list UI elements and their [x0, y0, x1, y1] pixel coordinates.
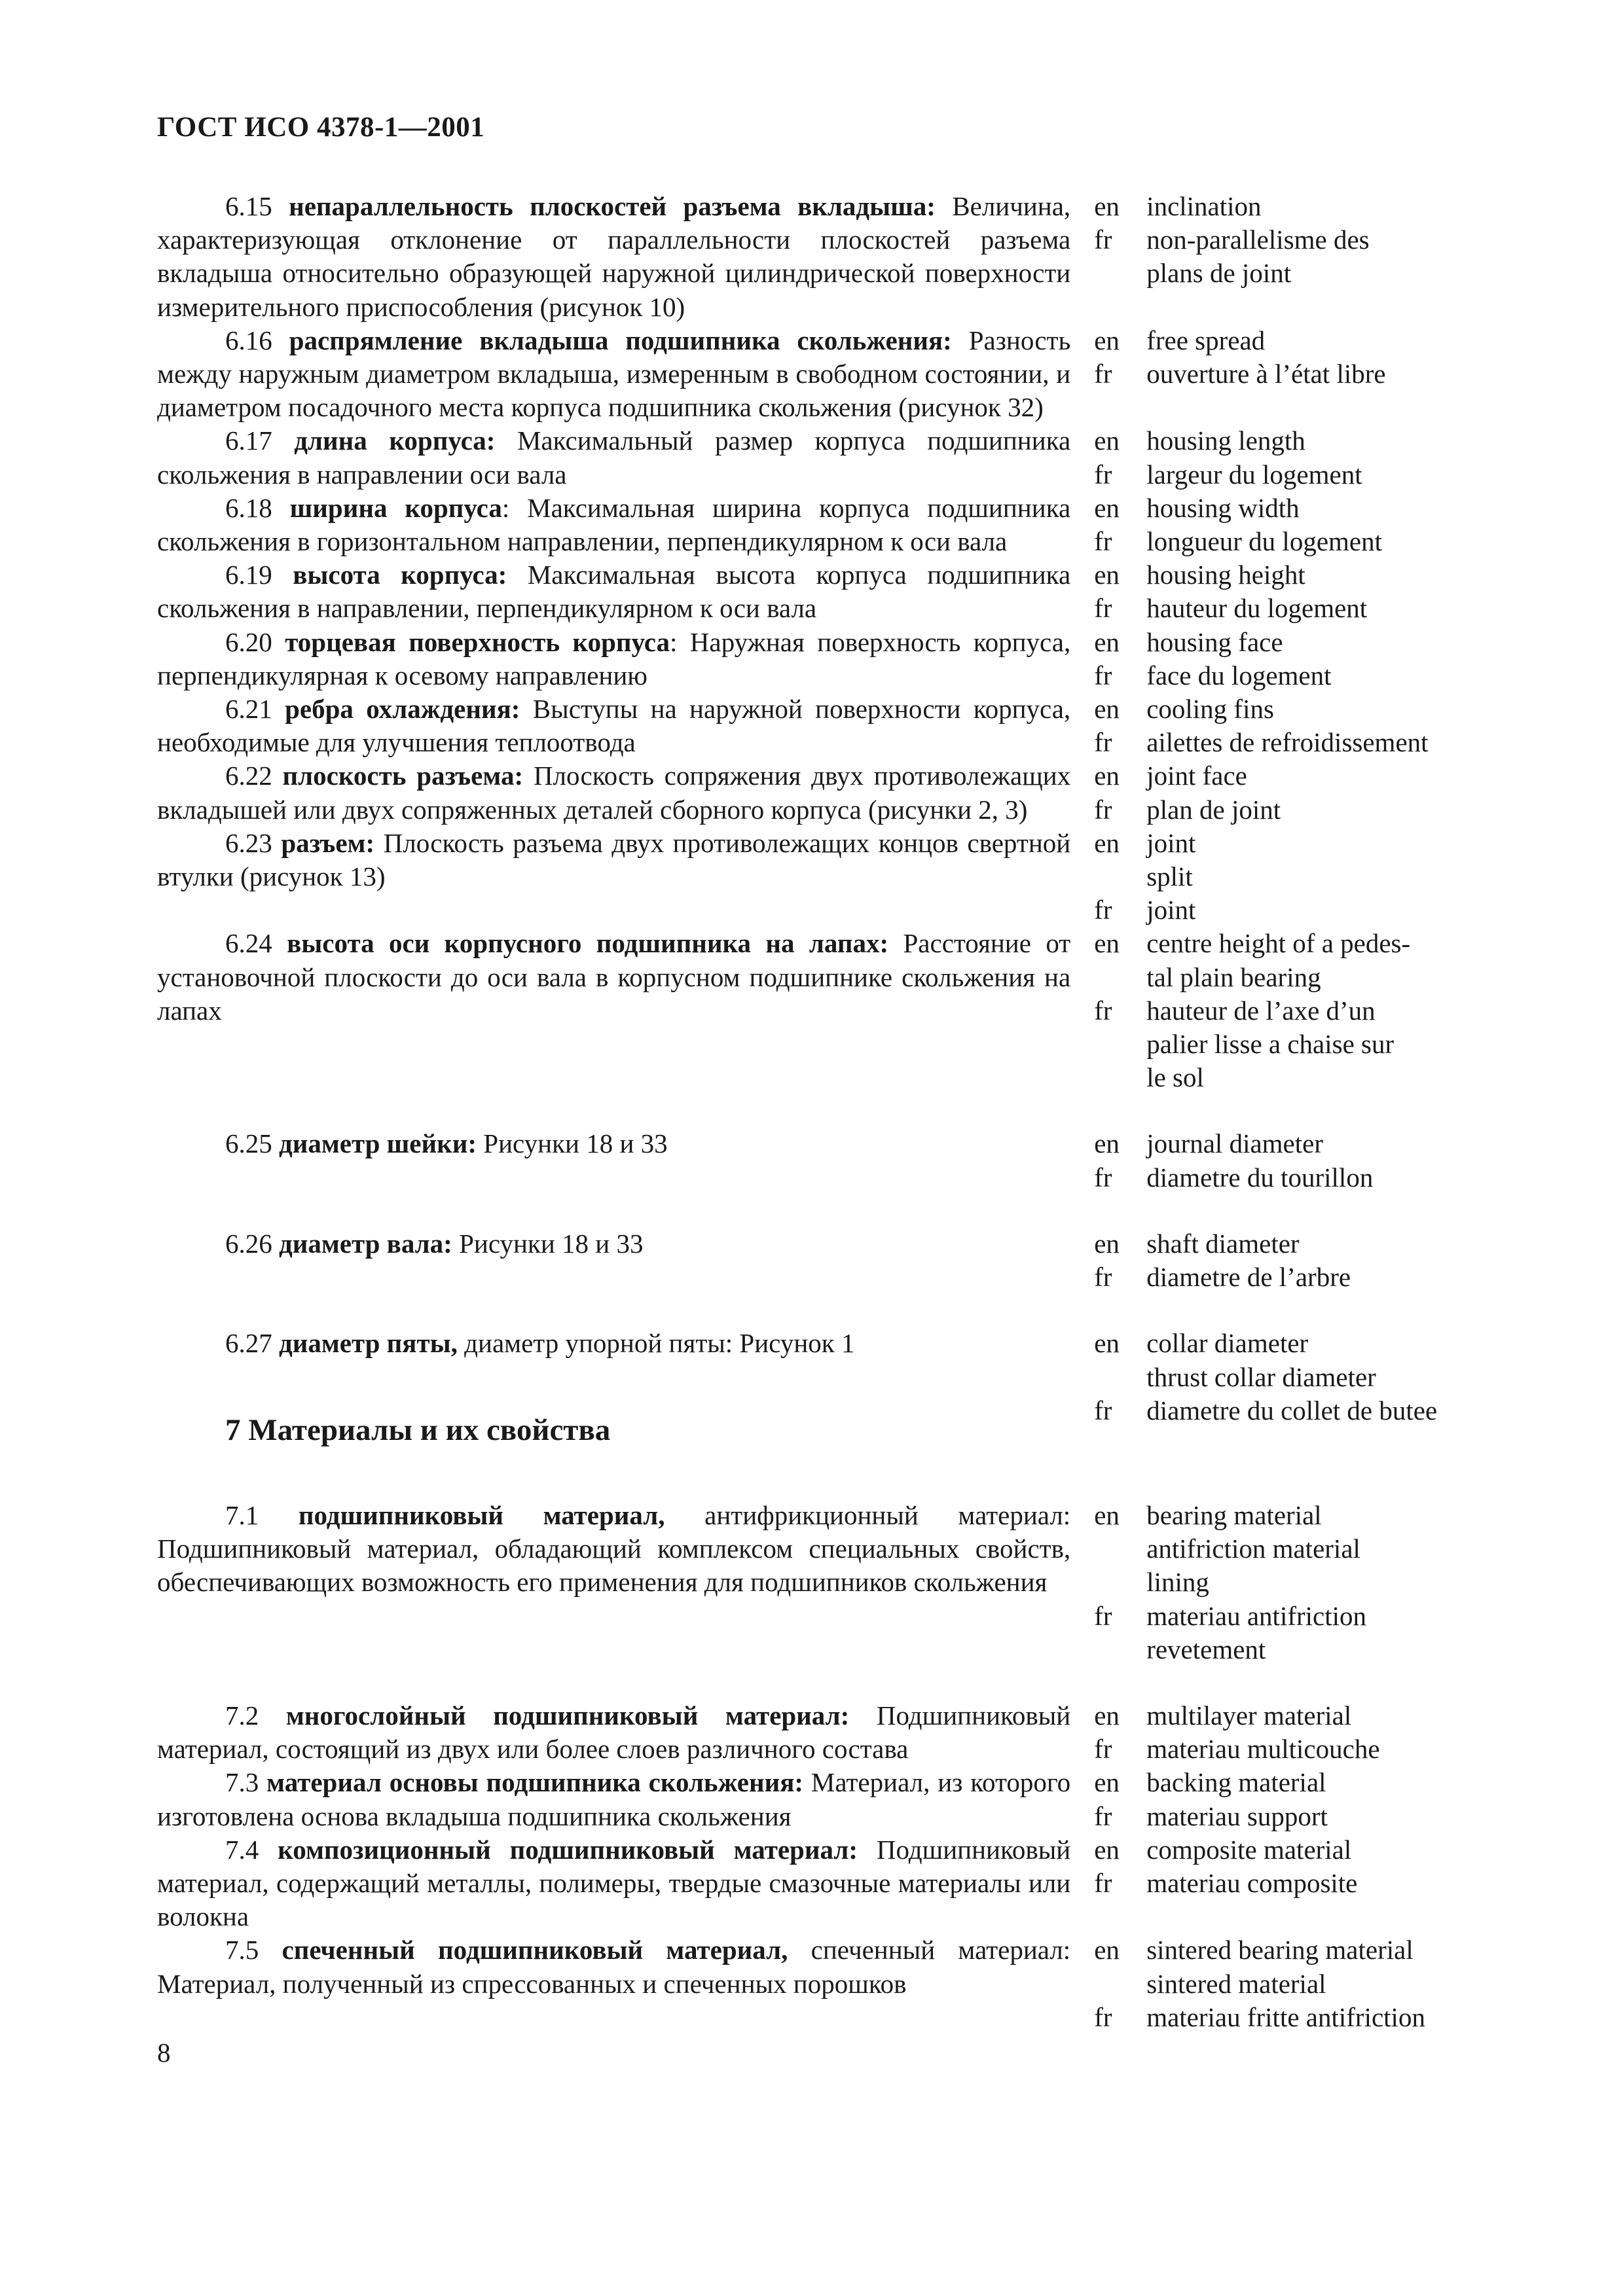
term-number: 7.2: [225, 1700, 259, 1731]
term-name: непараллельность плоскостей разъема вкладыша:: [289, 191, 936, 221]
equivalent-term: materiau fritte antifriction: [1146, 2001, 1425, 2032]
equivalent-term: materiau multicouche: [1146, 1734, 1380, 1765]
equivalent-term: revetement: [1146, 1634, 1266, 1664]
equivalent-row: [1094, 1633, 1506, 1666]
language-code: [1094, 1532, 1146, 1566]
language-code: fr: [1094, 593, 1112, 624]
term-number: 6.18: [225, 492, 272, 523]
language-code: [1094, 1633, 1146, 1666]
term-definition-text: Рисунки 18 и 33: [477, 1128, 668, 1159]
term-name: разъем:: [281, 827, 375, 858]
equivalents-list: [1094, 558, 1506, 625]
equivalent-term: housing face: [1146, 626, 1283, 657]
term-definition: [157, 558, 1070, 625]
equivalent-term: shaft diameter: [1146, 1228, 1300, 1259]
language-code: en: [1094, 761, 1120, 791]
term-name: плоскость разъема:: [282, 761, 524, 791]
term-name: ширина корпуса: [289, 492, 502, 523]
equivalent-term: bearing material: [1146, 1500, 1322, 1530]
equivalent-row: [1094, 1028, 1506, 1061]
equivalent-term: materiau composite: [1146, 1868, 1358, 1899]
equivalents-list: [1094, 1499, 1506, 1666]
term-definition: [157, 1766, 1070, 1833]
equivalent-term: diametre du collet de butee: [1146, 1395, 1438, 1426]
term-name: высота оси корпусного подшипника на лапах:: [287, 928, 889, 959]
term-entry: [157, 626, 1506, 692]
language-code: en: [1094, 492, 1120, 523]
language-code: fr: [1094, 1262, 1112, 1293]
language-code: [1094, 1967, 1146, 2001]
language-code: [1094, 257, 1146, 290]
term-definition-text: Материал, из которого изготовлена основа вкладыша подшипника скольжения: [157, 1767, 1071, 1831]
equivalent-row: [1094, 1967, 1506, 2001]
language-code: fr: [1094, 895, 1112, 925]
term-definition: [157, 759, 1070, 826]
equivalent-term: non-parallelisme des: [1146, 224, 1370, 255]
equivalent-term: backing material: [1146, 1767, 1326, 1798]
equivalents-list: [1094, 1227, 1506, 1294]
language-code: en: [1094, 827, 1120, 858]
equivalent-term: split: [1146, 861, 1193, 892]
equivalent-term: sintered material: [1146, 1968, 1326, 1999]
equivalent-term: composite material: [1146, 1834, 1352, 1865]
language-code: en: [1094, 1228, 1120, 1259]
term-definition-text: Плоскость разъема двух противолежащих концов свертной втулки (рисунок 13): [157, 827, 1071, 892]
equivalent-row: [1094, 1867, 1506, 1900]
equivalent-row: [1094, 994, 1506, 1028]
language-code: en: [1094, 1500, 1120, 1530]
equivalent-term: materiau antifriction: [1146, 1600, 1367, 1631]
term-number: 6.17: [225, 425, 272, 456]
language-code: en: [1094, 425, 1120, 456]
language-code: en: [1094, 191, 1120, 221]
equivalent-term: collar diameter: [1146, 1328, 1309, 1359]
equivalents-list: [1094, 324, 1506, 425]
equivalent-row: [1094, 1161, 1506, 1194]
equivalent-row: [1094, 1227, 1506, 1261]
equivalent-term: housing length: [1146, 425, 1305, 456]
term-definition: [157, 1933, 1070, 2034]
term-entry: [157, 759, 1506, 826]
term-definition: [157, 1499, 1070, 1666]
equivalents-list: [1094, 492, 1506, 558]
term-number: 6.22: [225, 761, 272, 791]
equivalent-term: journal diameter: [1146, 1128, 1323, 1159]
term-definition-text: Максимальный размер корпуса подшипника скольжения в направлении оси вала: [157, 425, 1071, 490]
term-number: 6.16: [225, 325, 272, 355]
language-code: fr: [1094, 526, 1112, 557]
term-definition: [157, 692, 1070, 759]
language-code: en: [1094, 694, 1120, 725]
term-number: 6.15: [225, 191, 272, 221]
term-name: композиционный подшипниковый материал:: [278, 1834, 858, 1865]
equivalent-row: [1094, 458, 1506, 492]
equivalent-term: le sol: [1146, 1062, 1204, 1093]
equivalents-list: [1094, 692, 1506, 759]
term-definition: [157, 424, 1070, 491]
language-code: fr: [1094, 2001, 1112, 2032]
term-entry: [157, 424, 1506, 491]
equivalent-term: largeur du logement: [1146, 459, 1362, 490]
language-code: en: [1094, 1935, 1120, 1965]
term-entry: [157, 1127, 1506, 1194]
equivalent-term: longueur du logement: [1146, 526, 1382, 557]
equivalent-row: [1094, 1766, 1506, 1799]
term-number: 6.24: [225, 928, 272, 959]
term-number: 7.1: [225, 1500, 259, 1530]
equivalent-term: housing width: [1146, 492, 1300, 523]
term-number: 6.27: [225, 1328, 272, 1359]
term-definition-text: антифрикционный материал: Подшипниковый материал, обладающий комплексом специальных свойств, обеспечивающих возможность его применения для подшипников скольжения: [157, 1500, 1071, 1598]
term-definition-text: Максимальная высота корпуса подшипника скольжения в направлении, перпендикулярном к оси вала: [157, 560, 1071, 624]
equivalent-row: [1094, 893, 1506, 927]
term-definition: [157, 1227, 1070, 1294]
language-code: en: [1094, 1328, 1120, 1359]
term-definition: [157, 190, 1070, 324]
term-entry: [157, 1933, 1506, 2034]
language-code: en: [1094, 1700, 1120, 1731]
equivalent-term: thrust collar diameter: [1146, 1361, 1376, 1392]
equivalent-term: centre height of a pedes-: [1146, 928, 1411, 959]
language-code: [1094, 1061, 1146, 1094]
equivalent-row: [1094, 659, 1506, 692]
language-code: fr: [1094, 1162, 1112, 1193]
language-code: fr: [1094, 1600, 1112, 1631]
term-definition: [157, 927, 1070, 1094]
language-code: fr: [1094, 1801, 1112, 1831]
term-number: 6.21: [225, 694, 272, 725]
equivalent-row: [1094, 1800, 1506, 1833]
equivalents-list: [1094, 1766, 1506, 1833]
equivalent-row: [1094, 324, 1506, 357]
term-number: 7.4: [225, 1834, 259, 1865]
term-definition: [157, 1127, 1070, 1194]
equivalent-row: [1094, 692, 1506, 726]
term-entry: [157, 827, 1506, 927]
equivalent-row: [1094, 1600, 1506, 1633]
term-entry: [157, 1766, 1506, 1833]
page-number: 8: [157, 2037, 171, 2068]
terms-section-7: [157, 1499, 1506, 2034]
term-entry: [157, 1699, 1506, 1766]
term-entry: [157, 1499, 1506, 1666]
equivalent-term: plans de joint: [1146, 258, 1292, 289]
term-entry: [157, 927, 1506, 1094]
term-name: высота корпуса:: [293, 560, 507, 590]
language-code: en: [1094, 626, 1120, 657]
equivalent-row: [1094, 257, 1506, 290]
term-definition: [157, 1833, 1070, 1934]
equivalent-row: [1094, 1732, 1506, 1766]
term-entry: [157, 1833, 1506, 1934]
equivalent-row: [1094, 190, 1506, 223]
equivalent-row: [1094, 1361, 1506, 1394]
equivalent-row: [1094, 1833, 1506, 1867]
term-number: 6.26: [225, 1228, 272, 1259]
language-code: en: [1094, 560, 1120, 590]
equivalent-term: tal plain bearing: [1146, 961, 1321, 992]
equivalent-term: housing height: [1146, 560, 1305, 590]
term-number: 6.25: [225, 1128, 272, 1159]
equivalents-list: [1094, 424, 1506, 491]
equivalent-row: [1094, 1532, 1506, 1566]
equivalent-term: plan de joint: [1146, 794, 1281, 825]
document-header: ГОСТ ИСО 4378-1—2001: [157, 112, 485, 143]
equivalent-term: face du logement: [1146, 660, 1332, 691]
term-name: диаметр вала:: [279, 1228, 452, 1259]
equivalent-row: [1094, 492, 1506, 525]
equivalent-row: [1094, 424, 1506, 457]
term-number: 6.20: [225, 626, 272, 657]
equivalents-list: [1094, 1327, 1506, 1427]
equivalent-row: [1094, 2001, 1506, 2034]
equivalent-row: [1094, 357, 1506, 391]
language-code: fr: [1094, 1734, 1112, 1765]
term-definition: [157, 626, 1070, 692]
language-code: [1094, 860, 1146, 893]
term-name: многослойный подшипниковый материал:: [285, 1700, 850, 1731]
equivalents-list: [1094, 759, 1506, 826]
equivalent-term: joint: [1146, 895, 1196, 925]
equivalent-row: [1094, 1566, 1506, 1599]
term-name: распрямление вкладыша подшипника скольжения:: [289, 325, 952, 355]
equivalents-list: [1094, 827, 1506, 927]
language-code: [1094, 1566, 1146, 1599]
equivalent-term: multilayer material: [1146, 1700, 1352, 1731]
term-entry: [157, 558, 1506, 625]
term-number: 6.19: [225, 560, 272, 590]
equivalent-row: [1094, 1933, 1506, 1967]
equivalent-term: joint face: [1146, 761, 1247, 791]
language-code: fr: [1094, 359, 1112, 389]
equivalent-row: [1094, 961, 1506, 994]
language-code: fr: [1094, 660, 1112, 691]
term-name: спеченный подшипниковый материал,: [282, 1935, 788, 1965]
equivalents-list: [1094, 1933, 1506, 2034]
term-definition: [157, 827, 1070, 927]
term-number: 6.23: [225, 827, 272, 858]
equivalent-row: [1094, 1261, 1506, 1294]
equivalents-list: [1094, 927, 1506, 1094]
equivalent-row: [1094, 726, 1506, 759]
equivalent-row: [1094, 1327, 1506, 1360]
term-number: 7.3: [225, 1767, 259, 1798]
language-code: [1094, 961, 1146, 994]
term-entry: [157, 324, 1506, 425]
term-name: торцевая поверхность корпуса: [285, 626, 670, 657]
equivalents-list: [1094, 1833, 1506, 1934]
term-name: материал основы подшипника скольжения:: [266, 1767, 804, 1798]
equivalent-term: palier lisse a chaise sur: [1146, 1029, 1395, 1060]
equivalent-term: ouverture à l’état libre: [1146, 359, 1386, 389]
term-definition-text: : Наружная поверхность корпуса, перпендикулярная к осевому направлению: [157, 626, 1071, 691]
term-definition-text: спеченный материал: Материал, полученный из спрессованных и спеченных порошков: [157, 1935, 1071, 1999]
language-code: en: [1094, 1128, 1120, 1159]
equivalent-term: inclination: [1146, 191, 1262, 221]
language-code: fr: [1094, 1395, 1112, 1426]
equivalent-term: diametre du tourillon: [1146, 1162, 1374, 1193]
language-code: en: [1094, 928, 1120, 959]
term-definition-text: Подшипниковый материал, содержащий металлы, полимеры, твердые смазочные материалы или волокна: [157, 1834, 1071, 1932]
term-entry: [157, 492, 1506, 558]
term-name: подшипниковый материал,: [298, 1500, 665, 1530]
equivalent-row: [1094, 927, 1506, 960]
equivalent-row: [1094, 558, 1506, 592]
term-definition-text: Рисунки 18 и 33: [452, 1228, 644, 1259]
equivalent-term: lining: [1146, 1567, 1209, 1598]
equivalent-term: free spread: [1146, 325, 1266, 355]
equivalent-term: sintered bearing material: [1146, 1935, 1413, 1965]
term-name: диаметр пяты,: [279, 1328, 458, 1359]
equivalent-row: [1094, 1061, 1506, 1094]
equivalent-term: joint: [1146, 827, 1196, 858]
language-code: [1094, 1028, 1146, 1061]
equivalent-row: [1094, 759, 1506, 793]
equivalent-row: [1094, 1127, 1506, 1160]
term-entry: [157, 692, 1506, 759]
equivalent-term: hauteur de l’axe d’un: [1146, 995, 1376, 1026]
term-entry: [157, 190, 1506, 324]
equivalent-term: hauteur du logement: [1146, 593, 1368, 624]
term-definition-text: Подшипниковый материал, состоящий из двух или более слоев различного состава: [157, 1700, 1071, 1765]
language-code: fr: [1094, 224, 1112, 255]
term-definition-text: Выступы на наружной поверхности корпуса, необходимые для улучшения теплоотвода: [157, 694, 1071, 758]
term-name: ребра охлаждения:: [285, 694, 520, 725]
language-code: fr: [1094, 1868, 1112, 1899]
equivalents-list: [1094, 1699, 1506, 1766]
language-code: fr: [1094, 727, 1112, 758]
equivalent-row: [1094, 860, 1506, 893]
term-definition: [157, 1699, 1070, 1766]
term-definition: [157, 324, 1070, 425]
term-number: 7.5: [225, 1935, 259, 1965]
equivalent-row: [1094, 626, 1506, 659]
language-code: fr: [1094, 459, 1112, 490]
language-code: fr: [1094, 794, 1112, 825]
language-code: en: [1094, 1834, 1120, 1865]
equivalent-term: materiau support: [1146, 1801, 1328, 1831]
equivalent-row: [1094, 223, 1506, 257]
equivalents-list: [1094, 626, 1506, 692]
equivalent-term: diametre de l’arbre: [1146, 1262, 1351, 1293]
equivalent-row: [1094, 592, 1506, 625]
term-definition-text: Величина, характеризующая отклонение от параллельности плоскостей разъема вкладыша относительно образующей наружной цилиндрической поверхности измерительного приспособления (рисунок 10): [157, 191, 1071, 322]
language-code: en: [1094, 325, 1120, 355]
language-code: [1094, 1361, 1146, 1394]
term-definition-text: диаметр упорной пяты: Рисунок 1: [457, 1328, 855, 1359]
term-entry: [157, 1227, 1506, 1294]
equivalent-term: ailettes de refroidissement: [1146, 727, 1429, 758]
language-code: fr: [1094, 995, 1112, 1026]
equivalents-list: [1094, 1127, 1506, 1194]
equivalent-row: [1094, 1499, 1506, 1532]
section-heading: 7 Материалы и их свойства: [225, 1413, 611, 1447]
equivalent-row: [1094, 525, 1506, 558]
equivalent-row: [1094, 793, 1506, 827]
term-definition-text: Расстояние от установочной плоскости до оси вала в корпусном подшипнике скольжения на лапах: [157, 928, 1071, 1026]
term-definition: [157, 492, 1070, 558]
language-code: en: [1094, 1767, 1120, 1798]
term-definition-text: : Максимальная ширина корпуса подшипника скольжения в горизонтальном направлении, перпендикулярном к оси вала: [157, 492, 1071, 557]
term-definition-text: Разность между наружным диаметром вкладыша, измеренным в свободном состоянии, и диаметром посадочного места корпуса подшипника скольжения (рисунок 32): [157, 325, 1071, 423]
equivalent-row: [1094, 827, 1506, 860]
equivalents-list: [1094, 190, 1506, 324]
equivalent-term: cooling fins: [1146, 694, 1274, 725]
term-name: диаметр шейки:: [279, 1128, 477, 1159]
equivalent-row: [1094, 1699, 1506, 1732]
equivalent-row: [1094, 1394, 1506, 1427]
terms-section-6: [157, 190, 1506, 1427]
equivalent-term: antifriction material: [1146, 1534, 1360, 1564]
term-name: длина корпуса:: [294, 425, 496, 456]
term-definition-text: Плоскость сопряжения двух противолежащих вкладышей или двух сопряженных деталей сборного корпуса (рисунки 2, 3): [157, 761, 1071, 825]
